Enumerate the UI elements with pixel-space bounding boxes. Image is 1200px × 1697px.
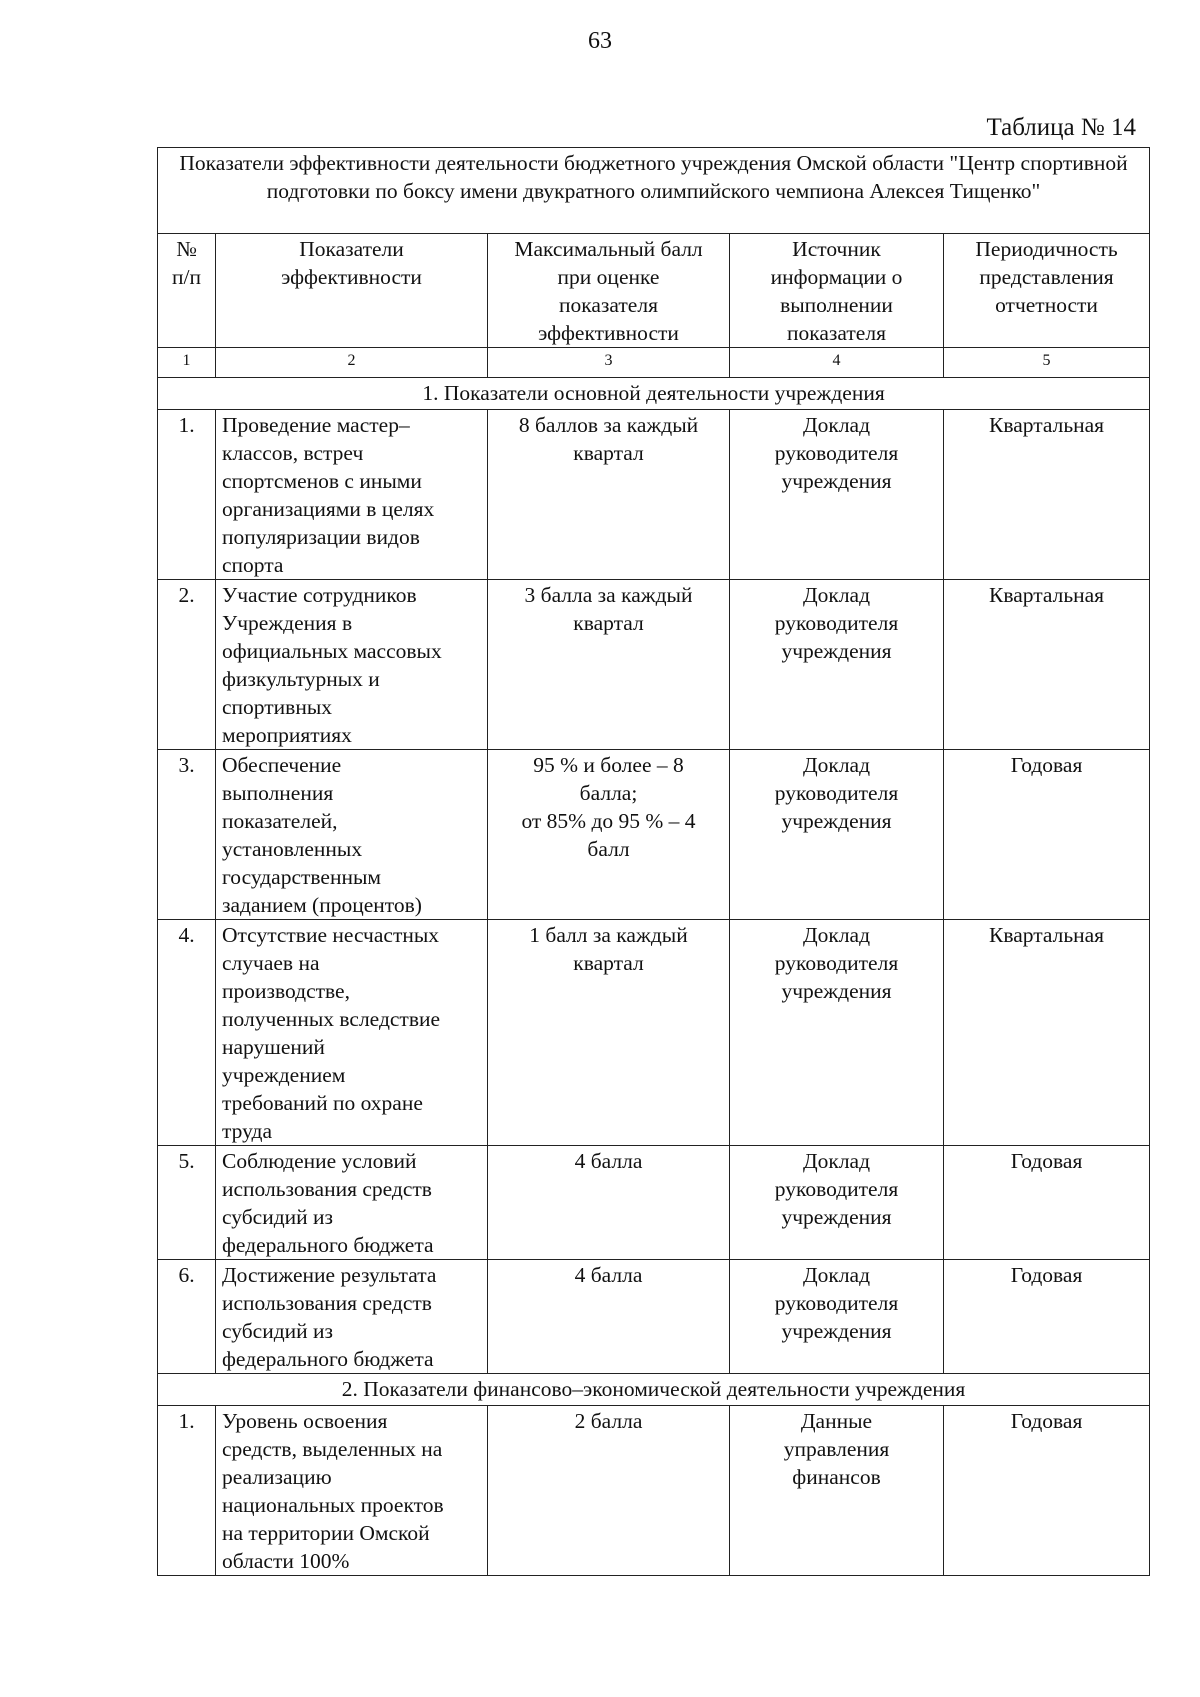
max-score-cell: 2 балла — [488, 1406, 730, 1576]
column-index-row — [158, 348, 1150, 378]
row-number-cell: 1. — [158, 1406, 216, 1576]
row-number-cell: 1. — [158, 410, 216, 580]
source-cell: Доклад руководителя учреждения — [730, 1260, 944, 1374]
column-index-cell: 2 — [216, 348, 488, 378]
header-cell-source: Источник информации о выполнении показателя — [730, 234, 944, 348]
table-row — [158, 1260, 1150, 1374]
indicator-cell: Соблюдение условий использования средств субсидий из федерального бюджета — [216, 1146, 488, 1260]
periodicity-cell: Квартальная — [944, 580, 1150, 750]
column-index-cell: 1 — [158, 348, 216, 378]
section-title: 1. Показатели основной деятельности учреждения — [158, 378, 1150, 410]
header-cell-max-score: Максимальный балл при оценке показателя эффективности — [488, 234, 730, 348]
section-header-row — [158, 378, 1150, 410]
table-row — [158, 1406, 1150, 1576]
indicator-cell: Обеспечение выполнения показателей, установленных государственным заданием (процентов) — [216, 750, 488, 920]
table-row — [158, 750, 1150, 920]
table-row — [158, 580, 1150, 750]
max-score-cell: 4 балла — [488, 1146, 730, 1260]
max-score-cell: 1 балл за каждый квартал — [488, 920, 730, 1146]
max-score-cell: 4 балла — [488, 1260, 730, 1374]
section-title: 2. Показатели финансово–экономической деятельности учреждения — [158, 1374, 1150, 1406]
header-row — [158, 234, 1150, 348]
table-row — [158, 920, 1150, 1146]
indicator-cell: Уровень освоения средств, выделенных на реализацию национальных проектов на территории Омской области 100% — [216, 1406, 488, 1576]
header-cell-periodicity: Периодичность представления отчетности — [944, 234, 1150, 348]
table-caption: Таблица № 14 — [986, 114, 1136, 141]
row-number-cell: 6. — [158, 1260, 216, 1374]
periodicity-cell: Годовая — [944, 750, 1150, 920]
periodicity-cell: Квартальная — [944, 920, 1150, 1146]
column-index-cell: 3 — [488, 348, 730, 378]
row-number-cell: 5. — [158, 1146, 216, 1260]
table-row — [158, 410, 1150, 580]
source-cell: Доклад руководителя учреждения — [730, 1146, 944, 1260]
periodicity-cell: Годовая — [944, 1146, 1150, 1260]
indicator-cell: Проведение мастер– классов, встреч спортсменов с иными организациями в целях популяризации видов спорта — [216, 410, 488, 580]
indicator-cell: Достижение результата использования средств субсидий из федерального бюджета — [216, 1260, 488, 1374]
periodicity-cell: Годовая — [944, 1260, 1150, 1374]
source-cell: Доклад руководителя учреждения — [730, 920, 944, 1146]
max-score-cell: 8 баллов за каждый квартал — [488, 410, 730, 580]
source-cell: Доклад руководителя учреждения — [730, 580, 944, 750]
periodicity-cell: Квартальная — [944, 410, 1150, 580]
source-cell: Доклад руководителя учреждения — [730, 750, 944, 920]
header-cell-indicator: Показатели эффективности — [216, 234, 488, 348]
source-cell: Доклад руководителя учреждения — [730, 410, 944, 580]
section-header-row — [158, 1374, 1150, 1406]
row-number-cell: 3. — [158, 750, 216, 920]
row-number-cell: 4. — [158, 920, 216, 1146]
table-row — [158, 1146, 1150, 1260]
column-index-cell: 5 — [944, 348, 1150, 378]
column-index-cell: 4 — [730, 348, 944, 378]
max-score-cell: 3 балла за каждый квартал — [488, 580, 730, 750]
source-cell: Данные управления финансов — [730, 1406, 944, 1576]
page-number: 63 — [588, 28, 612, 54]
indicators-table — [157, 147, 1150, 1576]
table-title: Показатели эффективности деятельности бюджетного учреждения Омской области "Центр спортивной подготовки по боксу имени двукратного олимпийского чемпиона Алексея Тищенко" — [158, 148, 1150, 234]
header-cell-number: № п/п — [158, 234, 216, 348]
indicator-cell: Участие сотрудников Учреждения в официальных массовых физкультурных и спортивных мероприятиях — [216, 580, 488, 750]
row-number-cell: 2. — [158, 580, 216, 750]
max-score-cell: 95 % и более – 8 балла; от 85% до 95 % – 4 балл — [488, 750, 730, 920]
periodicity-cell: Годовая — [944, 1406, 1150, 1576]
indicator-cell: Отсутствие несчастных случаев на производстве, полученных вследствие нарушений учреждением требований по охране труда — [216, 920, 488, 1146]
